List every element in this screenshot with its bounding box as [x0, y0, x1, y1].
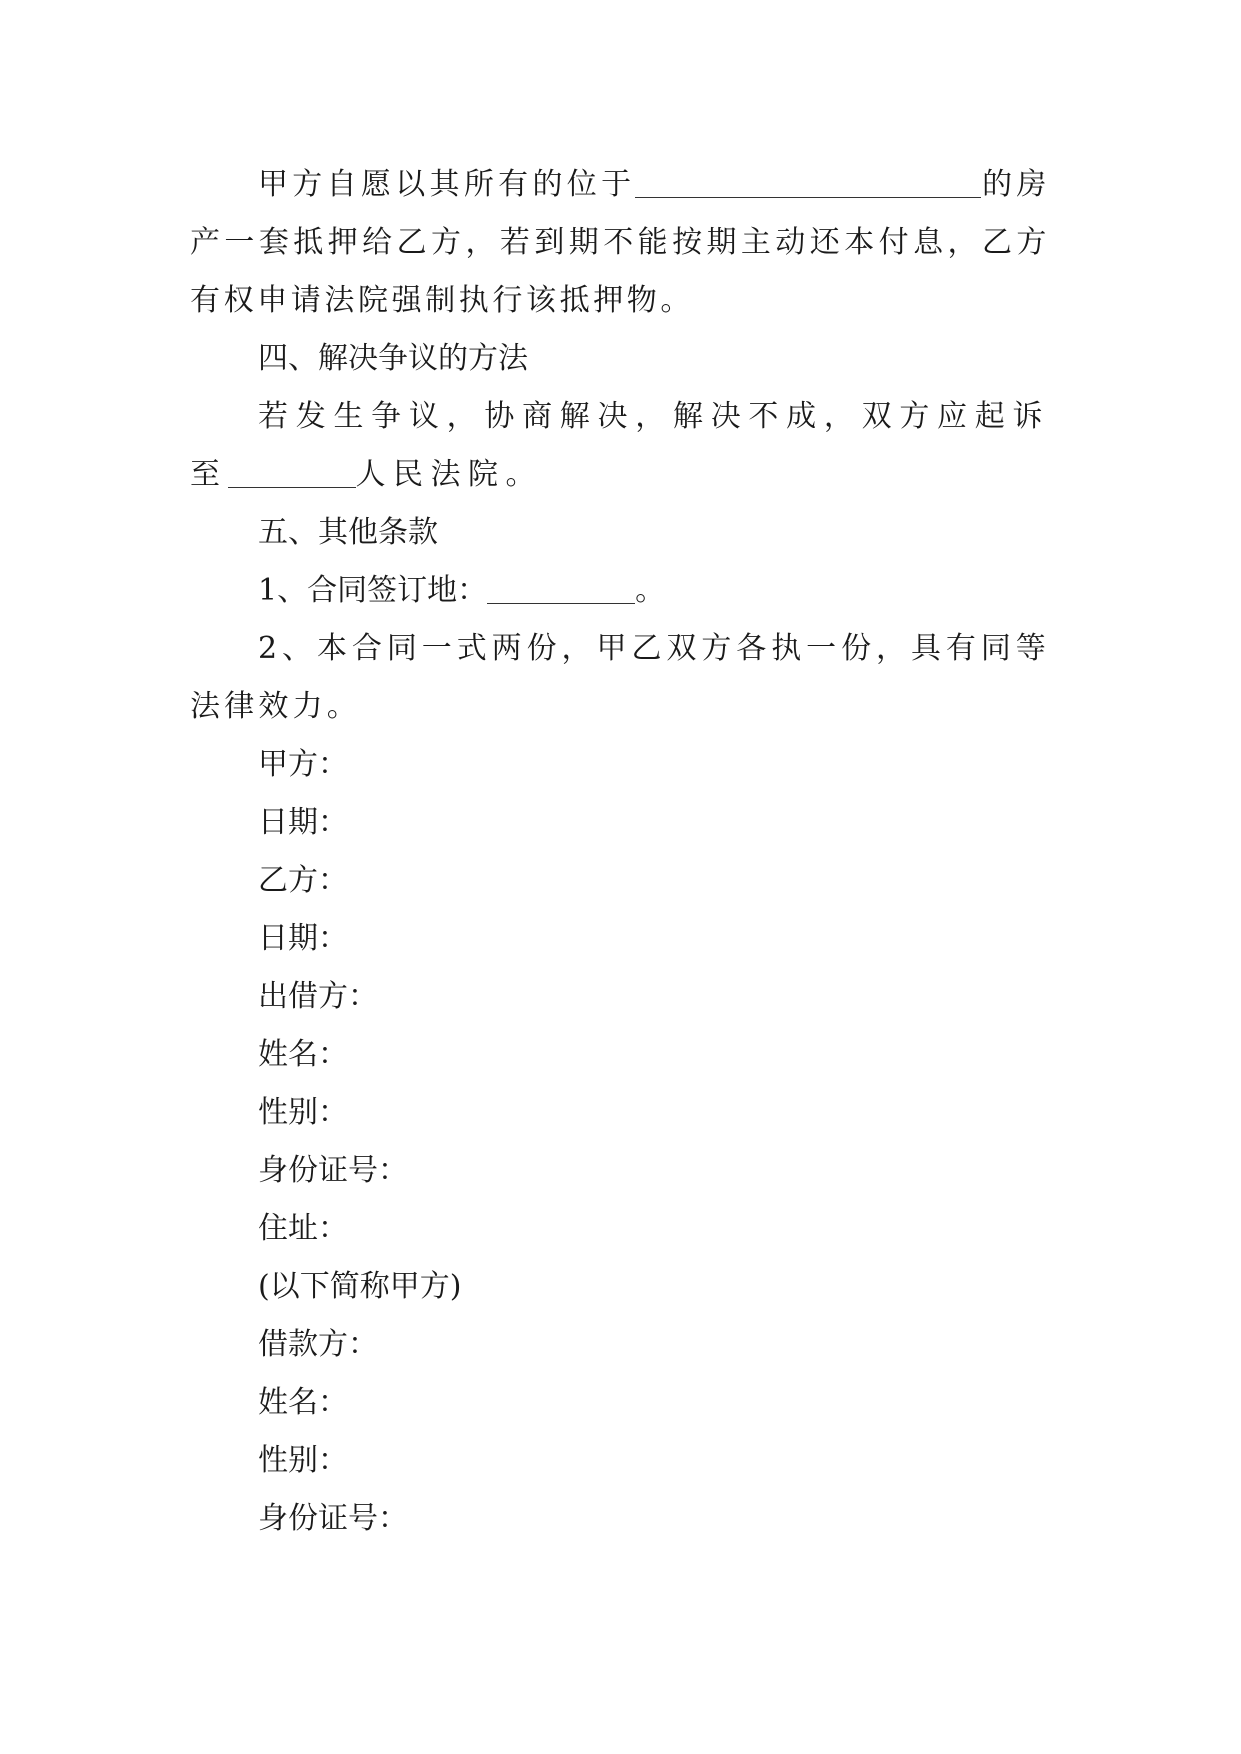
section4-title: 四、解决争议的方法 [258, 341, 528, 376]
party-b-label: 乙方： [258, 863, 348, 898]
item1-signing-place [190, 562, 1050, 620]
lender-address-label: 住址： [258, 1211, 348, 1246]
document-page [190, 156, 1050, 1548]
party-a-label: 甲方： [258, 747, 348, 782]
borrower-name-label: 姓名： [258, 1385, 348, 1420]
lender-id-label: 身份证号： [258, 1153, 408, 1188]
item2-copies: 2、本合同一式两份，甲乙双方各执一份，具有同等法律效力。 [190, 631, 1050, 724]
court-name-blank [228, 457, 356, 488]
lender-gender-label: 性别： [258, 1095, 348, 1130]
borrower-gender-label: 性别： [258, 1443, 348, 1478]
borrower-id-label: 身份证号： [258, 1501, 408, 1536]
lender-heading: 出借方： [258, 979, 378, 1014]
borrower-heading: 借款方： [258, 1327, 378, 1362]
dispute-clause-lead: 若发生争议，协商解决，解决不成，双方应起诉至 [190, 399, 1050, 492]
lender-alias: (以下简称甲方) [258, 1269, 462, 1304]
dispute-clause-tail: 人民法院。 [355, 457, 543, 492]
mortgage-clause-lead: 甲方自愿以其所有的位于 [258, 167, 636, 202]
section5-title: 五、其他条款 [258, 515, 438, 550]
item1-lead: 1、合同签订地： [258, 573, 488, 608]
mortgage-location-blank [635, 167, 981, 198]
party-a-date-label: 日期： [258, 805, 348, 840]
dispute-clause [190, 388, 1050, 504]
mortgage-clause-tail: 的房产一套抵押给乙方，若到期不能按期主动还本付息，乙方有权申请法院强制执行该抵押物。 [190, 167, 1050, 318]
mortgage-clause [190, 156, 1050, 330]
lender-name-label: 姓名： [258, 1037, 348, 1072]
signing-place-blank [487, 573, 635, 604]
item1-tail: 。 [635, 573, 666, 608]
party-b-date-label: 日期： [258, 921, 348, 956]
